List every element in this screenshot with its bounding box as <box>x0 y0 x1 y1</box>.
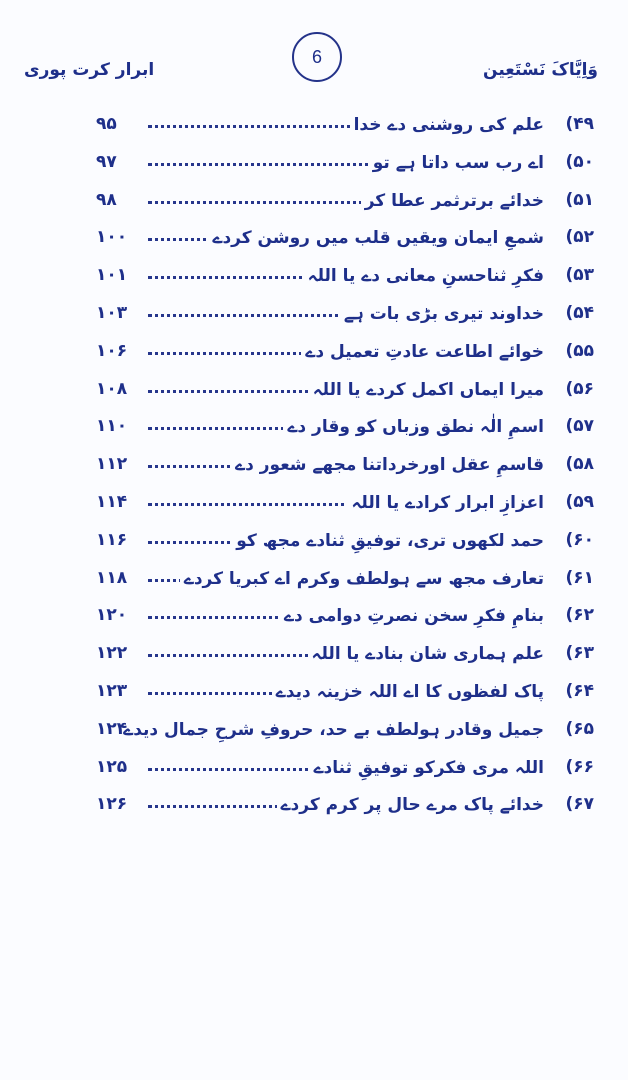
entry-number: ۶۳) <box>565 643 594 664</box>
author-name: ابرار کرت پوری <box>24 60 155 80</box>
page-number: 6 <box>292 32 342 82</box>
entry-title: اسمِ الٰہ نطق وزباں کو وقار دے <box>283 416 544 437</box>
toc-entry[interactable] <box>0 297 628 333</box>
entry-title: علم کی روشنی دے خدا <box>350 114 544 135</box>
entry-number: ۵۵) <box>565 340 594 361</box>
toc-entry[interactable] <box>0 637 628 673</box>
entry-title: پاک لفظوں کا اے اللہ خزینہ دیدے <box>272 681 544 702</box>
entry-page-number: ۱۲۳ <box>96 681 128 701</box>
entry-page-number: ۱۱۰ <box>96 416 128 437</box>
toc-entry[interactable] <box>0 486 628 522</box>
entry-title: خوائے اطاعت عادتِ تعمیل دے <box>301 341 544 362</box>
entry-title: اے رب سب داتا ہے تو <box>369 152 544 173</box>
entry-page-number: ۱۰۸ <box>96 378 128 399</box>
entry-number: ۵۰) <box>565 151 594 172</box>
entry-title: شمعِ ایمان ویقیں قلب میں روشن کردے <box>208 227 544 248</box>
entry-page-number: ۱۰۳ <box>96 303 128 323</box>
toc-entry[interactable] <box>0 259 628 295</box>
entry-page-number: ۱۰۰ <box>96 227 128 248</box>
entry-title: قاسمِ عقل اورخرداتنا مجھے شعور دے <box>231 454 544 475</box>
toc-entry[interactable] <box>0 108 628 144</box>
entry-page-number: ۹۸ <box>96 189 117 210</box>
entry-title: فکرِ ثناحسنِ معانی دے یا اللہ <box>304 265 544 286</box>
entry-page-number: ۱۱۶ <box>96 529 128 550</box>
entry-number: ۶۵) <box>565 718 594 739</box>
toc-entry[interactable] <box>0 448 628 484</box>
entry-number: ۶۶) <box>565 756 594 777</box>
entry-page-number: ۱۲۲ <box>96 643 128 664</box>
entry-page-number: ۱۲۵ <box>96 756 128 777</box>
entry-title: تعارف مجھ سے ہولطف وکرم اے کبریا کردے <box>180 568 544 589</box>
toc-entry[interactable] <box>0 675 628 711</box>
entry-number: ۶۷) <box>565 794 594 815</box>
book-title: وَاِیَّاکَ نَسْتَعِین <box>483 60 598 80</box>
entry-page-number: ۱۱۸ <box>96 567 128 588</box>
toc-entry[interactable] <box>0 221 628 257</box>
entry-page-number: ۱۰۱ <box>96 265 128 286</box>
entry-page-number: ۱۲۴ <box>96 718 128 739</box>
entry-page-number: ۱۱۴ <box>96 492 128 512</box>
entry-number: ۶۲) <box>565 605 594 626</box>
toc-entry[interactable] <box>0 788 628 824</box>
entry-page-number: ۹۷ <box>96 151 117 172</box>
toc-entry[interactable] <box>0 146 628 182</box>
entry-number: ۵۳) <box>565 265 594 286</box>
entry-title: حمد لکھوں تری، توفیقِ ثنادے مجھ کو <box>232 530 544 551</box>
toc-entry[interactable] <box>0 410 628 446</box>
toc-entry[interactable] <box>0 713 628 749</box>
entry-number: ۵۱) <box>565 189 594 210</box>
toc-entry[interactable] <box>0 562 628 598</box>
entry-title: خدائے برترثمر عطا کر <box>361 190 544 211</box>
entry-title: جمیل وقادر ہولطف بے حد، حروفِ شرحِ جمال دیدے <box>119 719 544 740</box>
entry-title: اللہ مری فکرکو توفیقِ ثنادے <box>310 757 544 778</box>
entry-page-number: ۱۰۶ <box>96 340 128 361</box>
entry-title: خدائے پاک مرے حال پر کرم کردے <box>277 794 544 815</box>
entry-page-number: ۱۱۲ <box>96 454 128 475</box>
entry-title: علم ہماری شان بنادے یا اللہ <box>308 643 544 664</box>
entry-title: بنامِ فکرِ سخن نصرتِ دوامی دے <box>280 605 544 626</box>
entry-number: ۶۴) <box>565 681 594 701</box>
entry-title: خداوند تیری بڑی بات ہے <box>340 303 544 324</box>
entry-page-number: ۱۲۶ <box>96 794 128 815</box>
entry-title: اعزازِ ابرار کرادے یا اللہ <box>347 492 544 513</box>
entry-number: ۶۰) <box>565 529 594 550</box>
entry-number: ۵۸) <box>565 454 594 475</box>
entry-title: میرا ایماں اکمل کردے یا اللہ <box>309 379 544 400</box>
toc-entry[interactable] <box>0 524 628 560</box>
toc-entry[interactable] <box>0 373 628 409</box>
toc-entry[interactable] <box>0 184 628 220</box>
entry-page-number: ۹۵ <box>96 114 117 134</box>
entry-number: ۵۶) <box>565 378 594 399</box>
toc-entry[interactable] <box>0 751 628 787</box>
entry-number: ۵۹) <box>565 492 594 512</box>
entry-number: ۵۷) <box>565 416 594 437</box>
toc-entry[interactable] <box>0 599 628 635</box>
entry-number: ۴۹) <box>565 114 594 134</box>
entry-number: ۶۱) <box>565 567 594 588</box>
toc-entry[interactable] <box>0 335 628 371</box>
entry-page-number: ۱۲۰ <box>96 605 128 626</box>
entry-number: ۵۲) <box>565 227 594 248</box>
entry-number: ۵۴) <box>565 303 594 323</box>
